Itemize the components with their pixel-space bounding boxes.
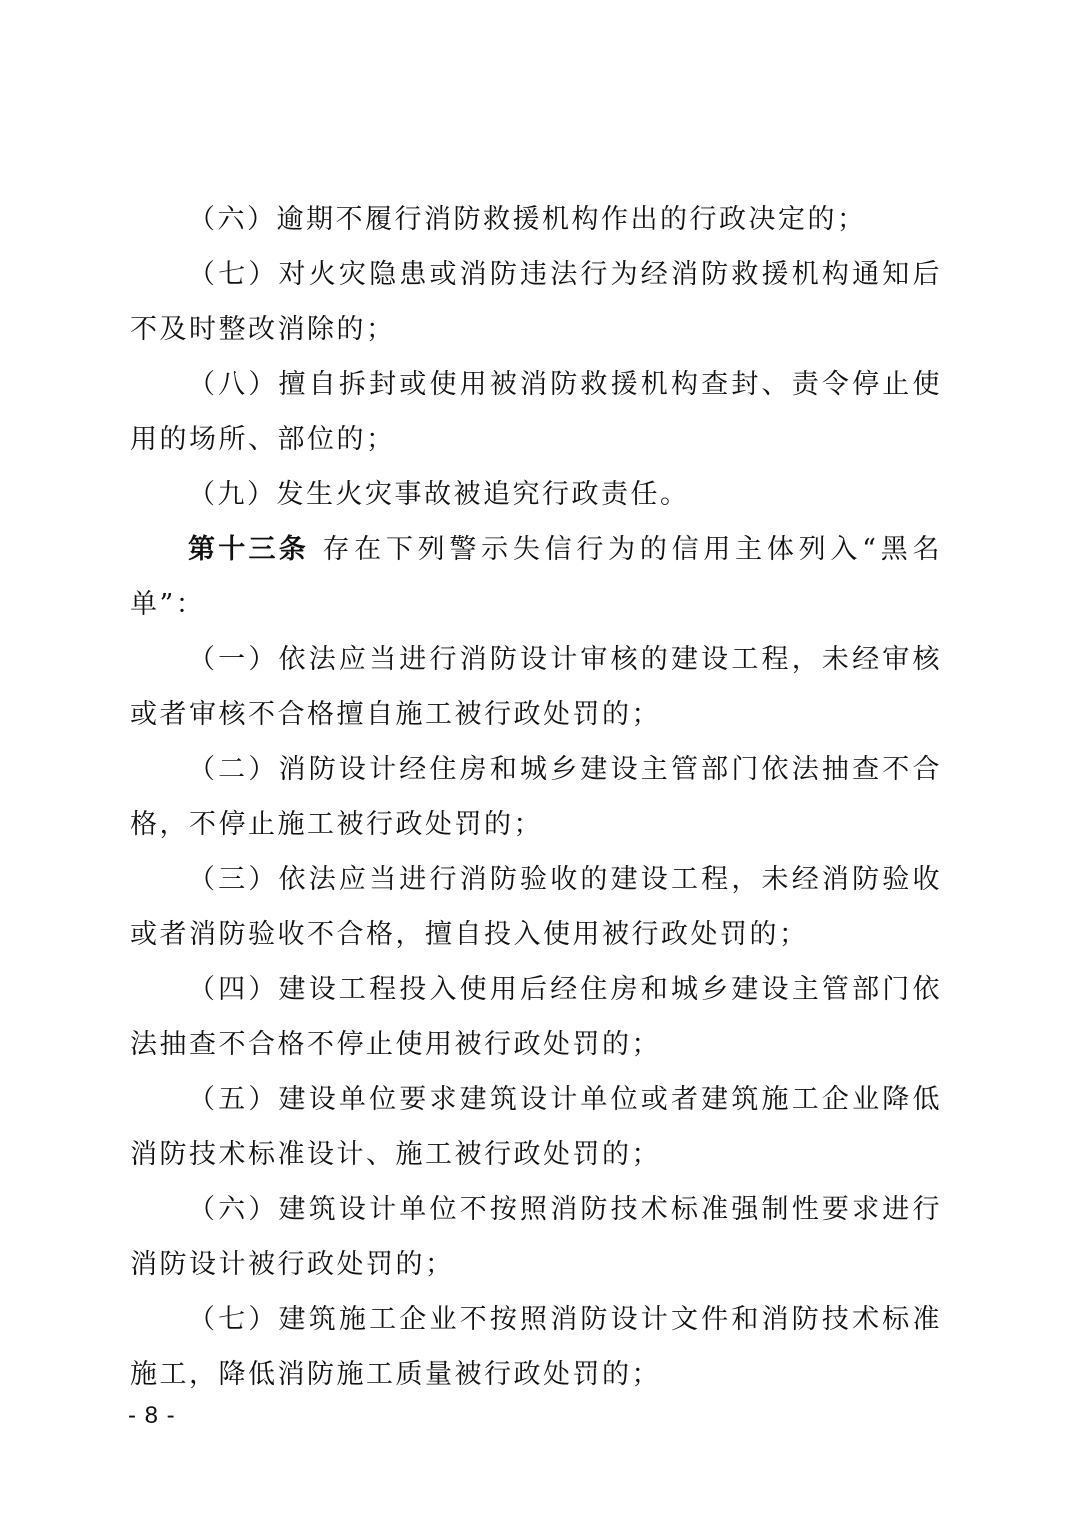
list-item-2: （二）消防设计经住房和城乡建设主管部门依法抽查不合格，不停止施工被行政处罚的； <box>130 754 942 840</box>
list-item-3: （三）依法应当进行消防验收的建设工程，未经消防验收或者消防验收不合格，擅自投入使用被行政处罚的； <box>130 864 942 950</box>
paragraph-item-6: （六）逾期不履行消防救援机构作出的行政决定的； <box>188 204 867 235</box>
article-heading: 第十三条 <box>188 534 310 565</box>
list-item-6: （六）建筑设计单位不按照消防技术标准强制性要求进行消防设计被行政处罚的； <box>130 1194 942 1280</box>
article-text: 存在下列警示失信行为的信用主体列入“黑名单”： <box>130 534 942 620</box>
paragraph-item-9: （九）发生火灾事故被追究行政责任。 <box>188 479 690 510</box>
list-item-5: （五）建设单位要求建筑设计单位或者建筑施工企业降低消防技术标准设计、施工被行政处罚的； <box>130 1084 942 1170</box>
paragraph-item-8: （八）擅自拆封或使用被消防救援机构查封、责令停止使用的场所、部位的； <box>130 369 942 455</box>
list-item-4: （四）建设工程投入使用后经住房和城乡建设主管部门依法抽查不合格不停止使用被行政处罚的； <box>130 974 942 1060</box>
article-13-paragraph <box>130 522 942 632</box>
paragraph-item-7: （七）对火灾隐患或消防违法行为经消防救援机构通知后不及时整改消除的； <box>130 259 942 345</box>
document-body <box>130 192 942 1402</box>
list-item-1: （一）依法应当进行消防设计审核的建设工程，未经审核或者审核不合格擅自施工被行政处罚的； <box>130 644 942 730</box>
page-number: - 8 - <box>128 1402 176 1429</box>
list-item-7: （七）建筑施工企业不按照消防设计文件和消防技术标准施工，降低消防施工质量被行政处罚的； <box>130 1304 942 1390</box>
